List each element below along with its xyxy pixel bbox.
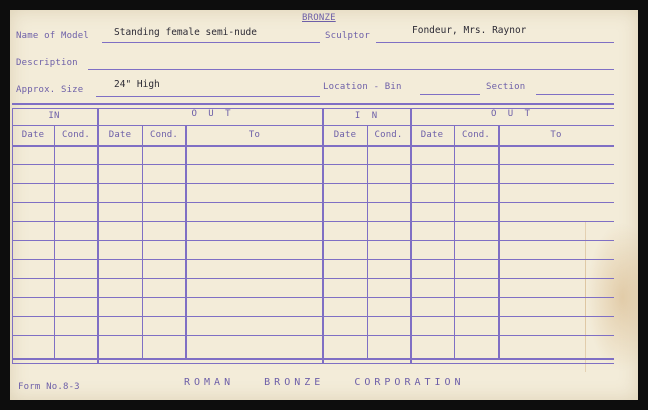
col-line-major <box>498 125 500 358</box>
col-date-2: Date <box>108 130 132 140</box>
group-in-left: IN <box>48 111 60 121</box>
row-line <box>12 316 614 317</box>
row-line <box>12 221 614 222</box>
size-label: Approx. Size <box>16 85 84 95</box>
sculptor-label: Sculptor <box>325 31 370 41</box>
col-line <box>54 125 55 358</box>
section-underline <box>536 94 614 95</box>
location-underline <box>420 94 480 95</box>
size-underline <box>96 96 320 97</box>
col-cond-4: Cond. <box>461 130 491 140</box>
sculptor-underline <box>376 42 614 43</box>
form-number: Form No.8-3 <box>18 382 80 392</box>
col-cond-1: Cond. <box>61 130 91 140</box>
table-bottom-rule <box>12 358 614 360</box>
col-date-4: Date <box>420 130 444 140</box>
model-value: Standing female semi-nude <box>114 27 257 38</box>
group-head-rule <box>12 125 614 126</box>
model-underline <box>102 42 320 43</box>
col-line <box>12 108 13 363</box>
col-line <box>142 125 143 358</box>
location-label: Location - Bin <box>323 82 402 92</box>
col-line <box>454 125 455 358</box>
row-line <box>12 240 614 241</box>
table-top-rule <box>12 103 614 105</box>
group-out-left: O U T <box>191 109 234 119</box>
category-heading: BRONZE <box>302 13 336 23</box>
row-line <box>12 297 614 298</box>
company-name: ROMAN BRONZE CORPORATION <box>184 377 465 388</box>
col-to-1: To <box>248 130 261 140</box>
group-in-right: I N <box>354 111 381 121</box>
row-line <box>12 335 614 336</box>
row-line <box>12 278 614 279</box>
description-label: Description <box>16 58 78 68</box>
table-bottom-rule-2 <box>12 363 614 364</box>
col-line-major <box>410 108 412 363</box>
model-label: Name of Model <box>16 31 90 41</box>
col-to-2: To <box>550 130 562 140</box>
column-head-rule <box>12 145 614 147</box>
col-cond-3: Cond. <box>374 130 403 140</box>
col-line-major <box>97 108 99 363</box>
row-line <box>12 202 614 203</box>
row-line <box>12 259 614 260</box>
row-line <box>12 183 614 184</box>
col-date-3: Date <box>333 130 357 140</box>
col-line-major <box>185 125 187 358</box>
size-value: 24" High <box>114 79 160 90</box>
inventory-card <box>10 10 638 400</box>
group-out-right: O U T <box>490 109 534 119</box>
sculptor-value: Fondeur, Mrs. Raynor <box>412 25 527 36</box>
col-date-1: Date <box>21 130 45 140</box>
col-cond-2: Cond. <box>149 130 179 140</box>
row-line <box>12 164 614 165</box>
description-underline <box>88 69 614 70</box>
col-line-major <box>322 108 324 363</box>
col-line <box>367 125 368 358</box>
section-label: Section <box>486 82 526 92</box>
